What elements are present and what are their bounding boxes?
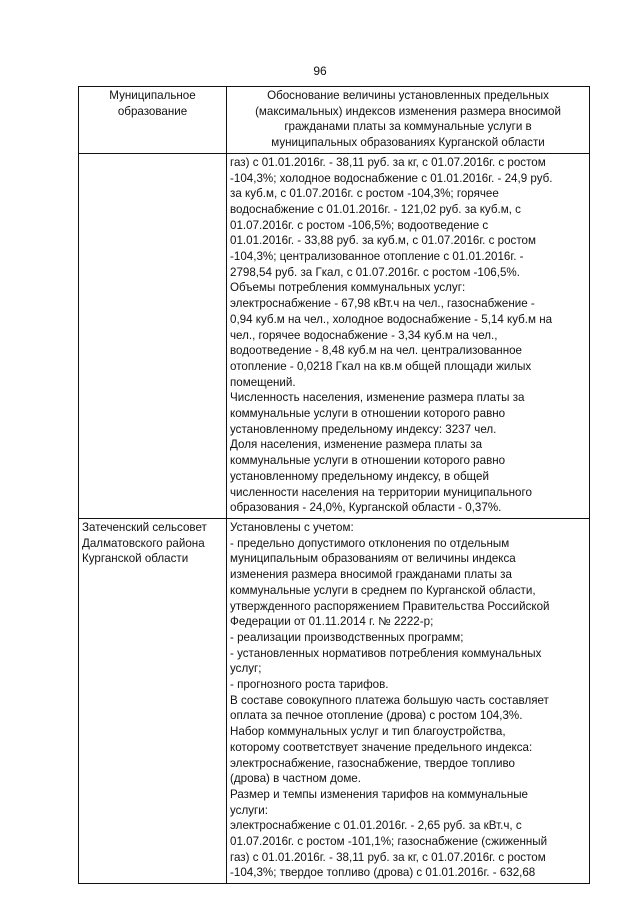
text-line: 2798,54 руб. за Гкал, с 01.07.2016г. с ростом -106,5%. (230, 265, 520, 279)
text-line: Доля населения, изменение размера платы за (230, 438, 483, 452)
text-line: -104,3%; централизованное отопление с 01.01.2016г. - (230, 250, 524, 264)
text-line: Численность населения, изменение размера платы за (230, 391, 525, 405)
text-line: 01.07.2016г. с ростом -106,5%; водоотведение с (230, 218, 489, 232)
text-line: водоотведение - 8,48 куб.м на чел. централизованное (230, 344, 522, 358)
text-line: численности населения на территории муниципального (230, 485, 532, 499)
justification-cell (227, 153, 590, 518)
text-line: муниципальным образованиям от величины индекса (230, 552, 516, 566)
text-line: - прогнозного роста тарифов. (230, 678, 389, 692)
text-line: 01.07.2016г. с ростом -101,1%; газоснабжение (сжиженный (230, 835, 548, 849)
header-municipality (79, 87, 227, 154)
text-line: коммунальные услуги в отношении которого равно (230, 407, 506, 421)
text-line: оплата за печное отопление (дрова) с ростом 104,3%. (230, 709, 523, 723)
text-line: помещений. (230, 375, 296, 389)
text-line: муниципальных образованиях Курганской области (271, 136, 545, 150)
text-line: - предельно допустимого отклонения по отдельным (230, 536, 510, 550)
text-line: газ) с 01.01.2016г. - 38,11 руб. за кг, с 01.07.2016г. с ростом (230, 850, 546, 864)
text-line: отопление - 0,0218 Гкал на кв.м общей площади жилых (230, 359, 532, 373)
text-line: (дрова) в частном доме. (230, 772, 361, 786)
text-line: газ) с 01.01.2016г. - 38,11 руб. за кг, с 01.07.2016г. с ростом (230, 155, 546, 169)
text-line: Размер и темпы изменения тарифов на коммунальные (230, 787, 528, 801)
text-line: Объемы потребления коммунальных услуг: (230, 281, 466, 295)
table-row (79, 153, 590, 518)
text-line: 0,94 куб.м на чел., холодное водоснабжение - 5,14 куб.м на (230, 312, 553, 326)
text-line: коммунальные услуги в отношении которого равно (230, 454, 506, 468)
text-line: электроснабжение, газоснабжение, твердое топливо (230, 756, 515, 770)
table-row (79, 518, 590, 883)
text-line: Федерации от 01.11.2014 г. № 2222-р; (230, 615, 434, 629)
text-line: водоснабжение с 01.01.2016г. - 121,02 руб. за куб.м, с (230, 202, 521, 216)
header-justification (227, 87, 590, 154)
text-line: Муниципальное (109, 89, 196, 102)
text-line: за куб.м, с 01.07.2016г. с ростом -104,3%; горячее (230, 187, 499, 201)
text-line: Курганской области (82, 552, 189, 566)
text-line: коммунальные услуги в среднем по Курганской области, (230, 583, 536, 597)
text-line: установленному предельному индексу, в общей (230, 469, 489, 483)
text-line: Набор коммунальных услуг и тип благоустройства, (230, 725, 506, 739)
text-line: электроснабжение с 01.01.2016г. - 2,65 руб. за кВт.ч, с (230, 819, 522, 833)
text-line: гражданами платы за коммунальные услуги в (284, 120, 532, 134)
municipality-cell (79, 153, 227, 518)
municipality-cell (79, 518, 227, 883)
text-line: - установленных нормативов потребления коммунальных (230, 646, 542, 660)
justification-cell (227, 518, 590, 883)
text-line: услуги: (230, 803, 268, 817)
text-line: 01.01.2016г. - 33,88 руб. за куб.м, с 01.07.2016г. с ростом (230, 234, 536, 248)
tariff-table (78, 86, 590, 884)
text-line: (максимальных) индексов изменения размера вносимой (255, 104, 561, 118)
text-line: В составе совокупного платежа большую часть составляет (230, 693, 549, 707)
text-line: электроснабжение - 67,98 кВт.ч на чел., газоснабжение - (230, 297, 535, 311)
text-line: - реализации производственных программ; (230, 630, 464, 644)
text-line: образование (117, 104, 188, 118)
text-line: Установлены с учетом: (230, 520, 354, 534)
text-line: чел., горячее водоснабжение - 3,34 куб.м на чел., (230, 328, 498, 342)
text-line: -104,3%; холодное водоснабжение с 01.01.2016г. - 24,9 руб. (230, 171, 553, 185)
text-line: услуг; (230, 662, 262, 676)
text-line: Далматовского района (82, 536, 205, 550)
table-header-row (79, 87, 590, 154)
text-line: изменения размера вносимой гражданами платы за (230, 568, 512, 582)
text-line: образования - 24,0%, Курганской области - 0,37%. (230, 501, 502, 515)
text-line: утвержденного распоряжением Правительства Российской (230, 599, 550, 613)
text-line: -104,3%; твердое топливо (дрова) с 01.01.2016г. - 632,68 (230, 866, 536, 880)
text-line: установленному предельному индексу: 3237 чел. (230, 422, 497, 436)
text-line: Затеченский сельсовет (82, 520, 207, 534)
page-number: 96 (313, 64, 327, 78)
text-line: которому соответствует значение предельного индекса: (230, 740, 533, 754)
text-line: Обоснование величины установленных предельных (267, 89, 549, 102)
